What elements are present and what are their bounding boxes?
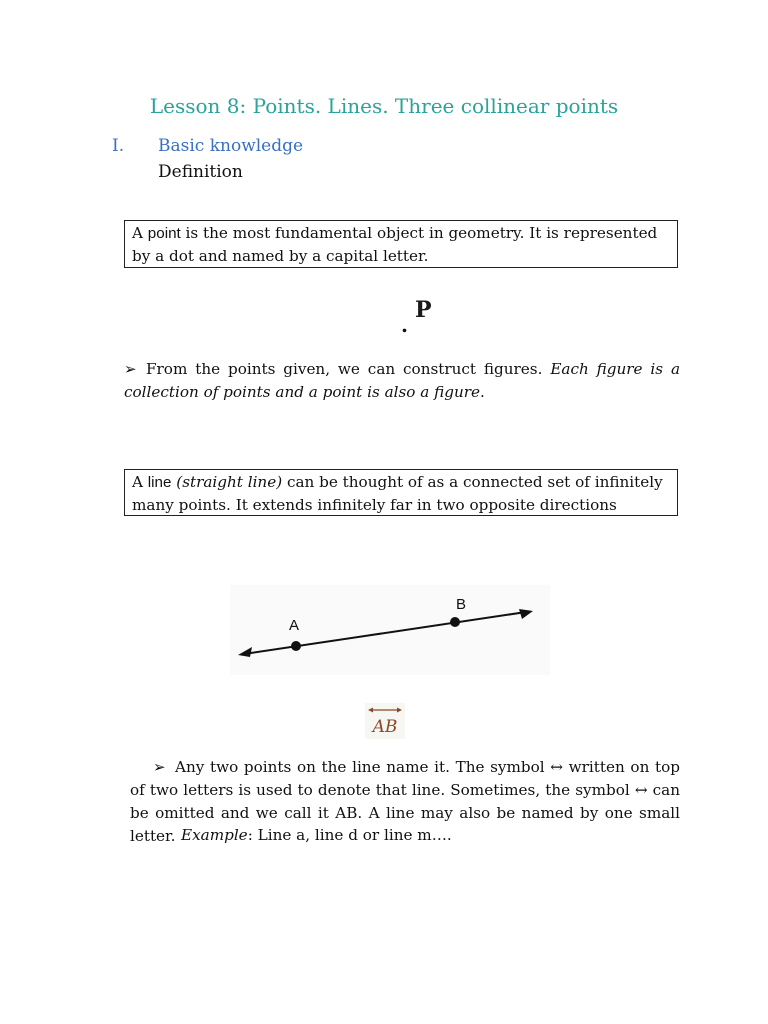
point-box-prefix: A: [132, 224, 148, 242]
bullet2-arrow-icon: ➢: [153, 758, 166, 776]
point-a-dot: [291, 641, 301, 651]
point-dot: .: [401, 313, 408, 337]
point-definition-box: [124, 220, 678, 268]
line-box-text: can be thought of as a connected set of infinitely many points. It extends infinitely far in two opposite directions: [132, 473, 663, 514]
page-title: Lesson 8: Points. Lines. Three collinear points: [149, 94, 619, 118]
line-term: line: [147, 474, 172, 491]
line-definition-box: [124, 469, 678, 516]
point-label: P: [415, 297, 432, 323]
bullet-line-naming-text: Any two points on the line name it. The symbol ↔ written on top of two letters is used to denote that line. Sometimes, the symbol ↔ can be omitted and we call it AB. A line may also be named by one small letter.: [130, 758, 680, 845]
example-line: [181, 826, 452, 844]
line-box-prefix: A: [132, 473, 148, 491]
point-a-label: A: [289, 617, 300, 634]
point-box-text: is the most fundamental object in geometry. It is represented by a dot and named by a capital letter.: [132, 224, 658, 265]
bullet-figures: [124, 358, 680, 404]
section-title: Basic knowledge: [158, 136, 304, 156]
example-text: Line a, line d or line m….: [252, 826, 452, 844]
line-ab-diagram: [230, 585, 550, 675]
line-term-italic: (straight line): [171, 473, 283, 491]
point-b-dot: [450, 617, 460, 627]
line-notation-symbol: [365, 703, 405, 739]
bullet-figures-text: From the points given, we can construct figures.: [146, 360, 551, 378]
diagram-background: [230, 585, 550, 675]
notation-text: AB: [372, 717, 398, 737]
definition-heading: Definition: [158, 162, 243, 182]
section-number: I.: [112, 136, 125, 156]
example-label: Example: [181, 826, 248, 844]
point-term: point: [147, 225, 181, 242]
point-b-label: B: [456, 596, 467, 613]
bullet-arrow-icon: ➢: [124, 360, 137, 378]
bullet-figures-italic: Each figure is a collection of points and a point is also a figure.: [124, 360, 680, 401]
example-colon: :: [247, 826, 253, 844]
